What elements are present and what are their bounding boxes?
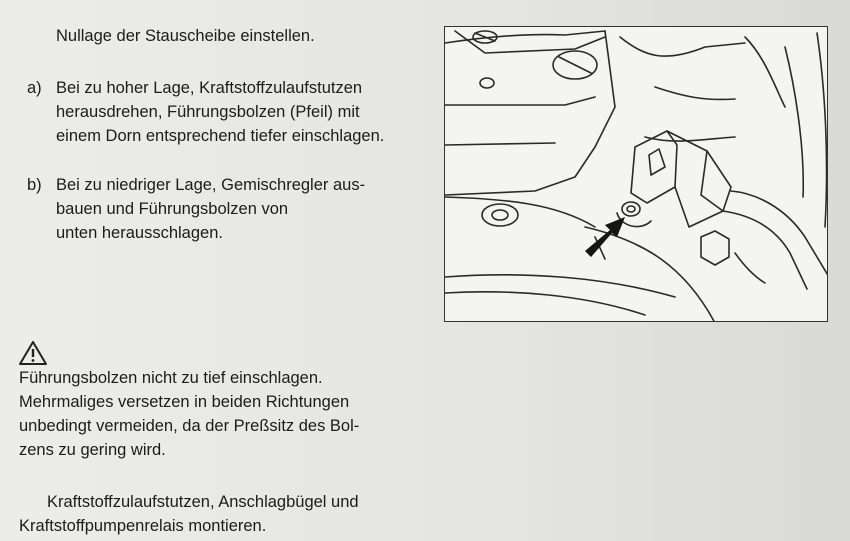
warning-triangle-icon (18, 340, 48, 366)
intro-text: Nullage der Stauscheibe einstellen. (56, 27, 315, 45)
list-item-a-line-1: Bei zu hoher Lage, Kraftstoffzulaufstutzen (56, 79, 363, 97)
list-item-b-line-1: Bei zu niedriger Lage, Gemischregler aus- (56, 176, 366, 194)
warning-line-2: Mehrmaliges versetzen in beiden Richtungen (19, 393, 350, 411)
final-line-2: Kraftstoffpumpenrelais montieren. (19, 517, 267, 535)
list-item-a-line-3: einem Dorn entsprechend tiefer einschlagen. (56, 127, 385, 145)
list-item-b-line-3: unten herausschlagen. (56, 224, 223, 242)
warning-line-4: zens zu gering wird. (19, 441, 166, 459)
list-item-b-letter: b) (27, 176, 42, 194)
warning-line-1: Führungsbolzen nicht zu tief einschlagen. (19, 369, 323, 387)
warning-line-3: unbedingt vermeiden, da der Preßsitz des Bol- (19, 417, 360, 435)
list-item-b-line-2: bauen und Führungsbolzen von (56, 200, 289, 218)
technical-illustration (444, 26, 828, 322)
list-item-a-line-2: herausdrehen, Führungsbolzen (Pfeil) mit (56, 103, 360, 121)
list-item-a-letter: a) (27, 79, 42, 97)
final-line-1: Kraftstoffzulaufstutzen, Anschlagbügel und (47, 493, 359, 511)
